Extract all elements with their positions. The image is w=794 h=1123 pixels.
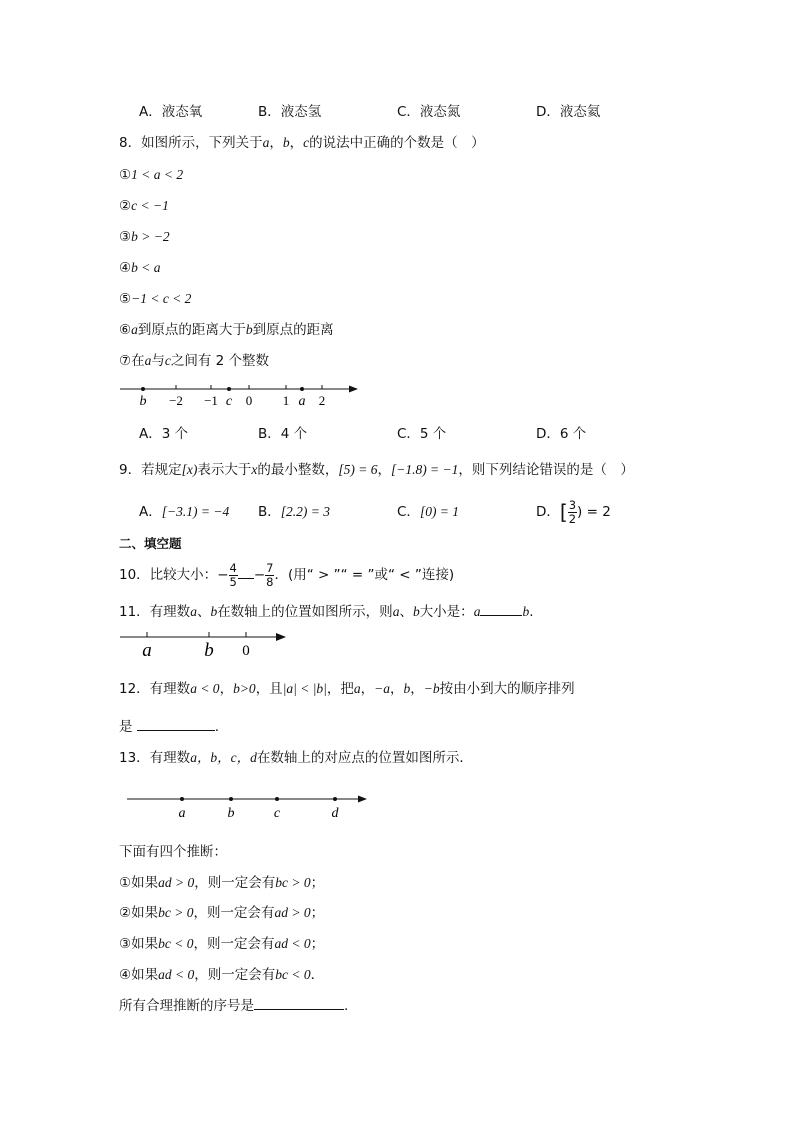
section-heading: 二、填空题 [119, 536, 182, 551]
q13-stem: 13．有理数a，b，c，d在数轴上的对应点的位置如图所示． [119, 750, 473, 766]
q13-inference-2: ②如果bc > 0，则一定会有ad > 0； [119, 905, 325, 921]
q8-statement-5: ⑤−1 < c < 2 [119, 291, 192, 307]
axis-label-0: 0 [245, 393, 253, 408]
q8-option-d: D．6 个 [536, 426, 587, 442]
q9-stem: 9．若规定[x)表示大于x的最小整数，[5) = 6，[−1.8) = −1，则下列结论错误的是（ ） [119, 462, 634, 478]
q8-statement-1: ①1 < a < 2 [119, 167, 184, 183]
q7-option-b: B．液态氢 [258, 104, 322, 120]
q8-statement-7: ⑦在a与c之间有 2 个整数 [119, 353, 270, 369]
axis-label-c: c [225, 394, 233, 409]
q13-answer-prompt: 所有合理推断的序号是 . [119, 998, 349, 1014]
q10: 10．比较大小：− $\frac{4}{5}$ − $\frac{7}{8}$ ．(用“ > ”“ = ”或“ < ”连接) [119, 560, 455, 589]
q8-statement-2: ②c < −1 [119, 198, 169, 214]
q8-statement-4: ④b < a [119, 260, 161, 276]
axis-label-b: b [139, 394, 147, 409]
axis-label-neg1: −1 [204, 393, 218, 408]
q13-axis-label-d: d [331, 806, 339, 821]
q7-option-d: D．液态氦 [536, 104, 601, 120]
q13-inference-1: ①如果ad > 0，则一定会有bc > 0； [119, 875, 325, 891]
q8-number-line [118, 380, 363, 410]
q13-inference-4: ④如果ad < 0，则一定会有bc < 0． [119, 967, 325, 983]
q8-statement-3: ③b > −2 [119, 229, 170, 245]
q11-number-line [118, 628, 293, 660]
q9-option-a: A．[−3.1) = −4 [139, 504, 230, 520]
q7-option-a: A．液态氧 [139, 104, 203, 120]
q12-line2: 是 . [119, 719, 220, 735]
q13-axis-label-b: b [227, 806, 235, 821]
q13-number-line [125, 791, 375, 823]
q8-statement-6: ⑥a到原点的距离大于b到原点的距离 [119, 322, 334, 338]
q13-axis-label-c: c [273, 806, 281, 821]
axis-label-a: a [298, 394, 306, 409]
q13-inference-3: ③如果bc < 0，则一定会有ad < 0； [119, 936, 325, 952]
q8-option-b: B．4 个 [258, 426, 308, 442]
q8-option-c: C．5 个 [397, 426, 447, 442]
axis-label-neg2: −2 [169, 393, 183, 408]
q11-axis-label-0: 0 [242, 643, 250, 659]
q9-option-d: D．[ $\frac{3}{2}$ ) = 2 [536, 497, 611, 526]
q11-stem: 11．有理数a、b在数轴上的位置如图所示，则a、b大小是：a b. [119, 604, 534, 620]
q8-option-a: A．3 个 [139, 426, 189, 442]
q9-option-c: C．[0) = 1 [397, 504, 460, 520]
axis-label-1: 1 [282, 393, 290, 408]
axis-label-2: 2 [318, 393, 326, 408]
q11-axis-label-a: a [142, 640, 152, 660]
q13-axis-label-a: a [178, 806, 186, 821]
q13-intro: 下面有四个推断： [119, 844, 227, 860]
q12-line1: 12．有理数a < 0，b>0，且|a| < |b|，把a，−a，b，−b按由小到大的顺序排列 [119, 681, 575, 697]
q7-option-c: C．液态氮 [397, 104, 461, 120]
q8-stem: 8．如图所示，下列关于a，b，c的说法中正确的个数是（ ） [119, 135, 485, 151]
q9-option-b: B．[2.2) = 3 [258, 504, 330, 520]
q11-axis-label-b: b [204, 640, 214, 660]
